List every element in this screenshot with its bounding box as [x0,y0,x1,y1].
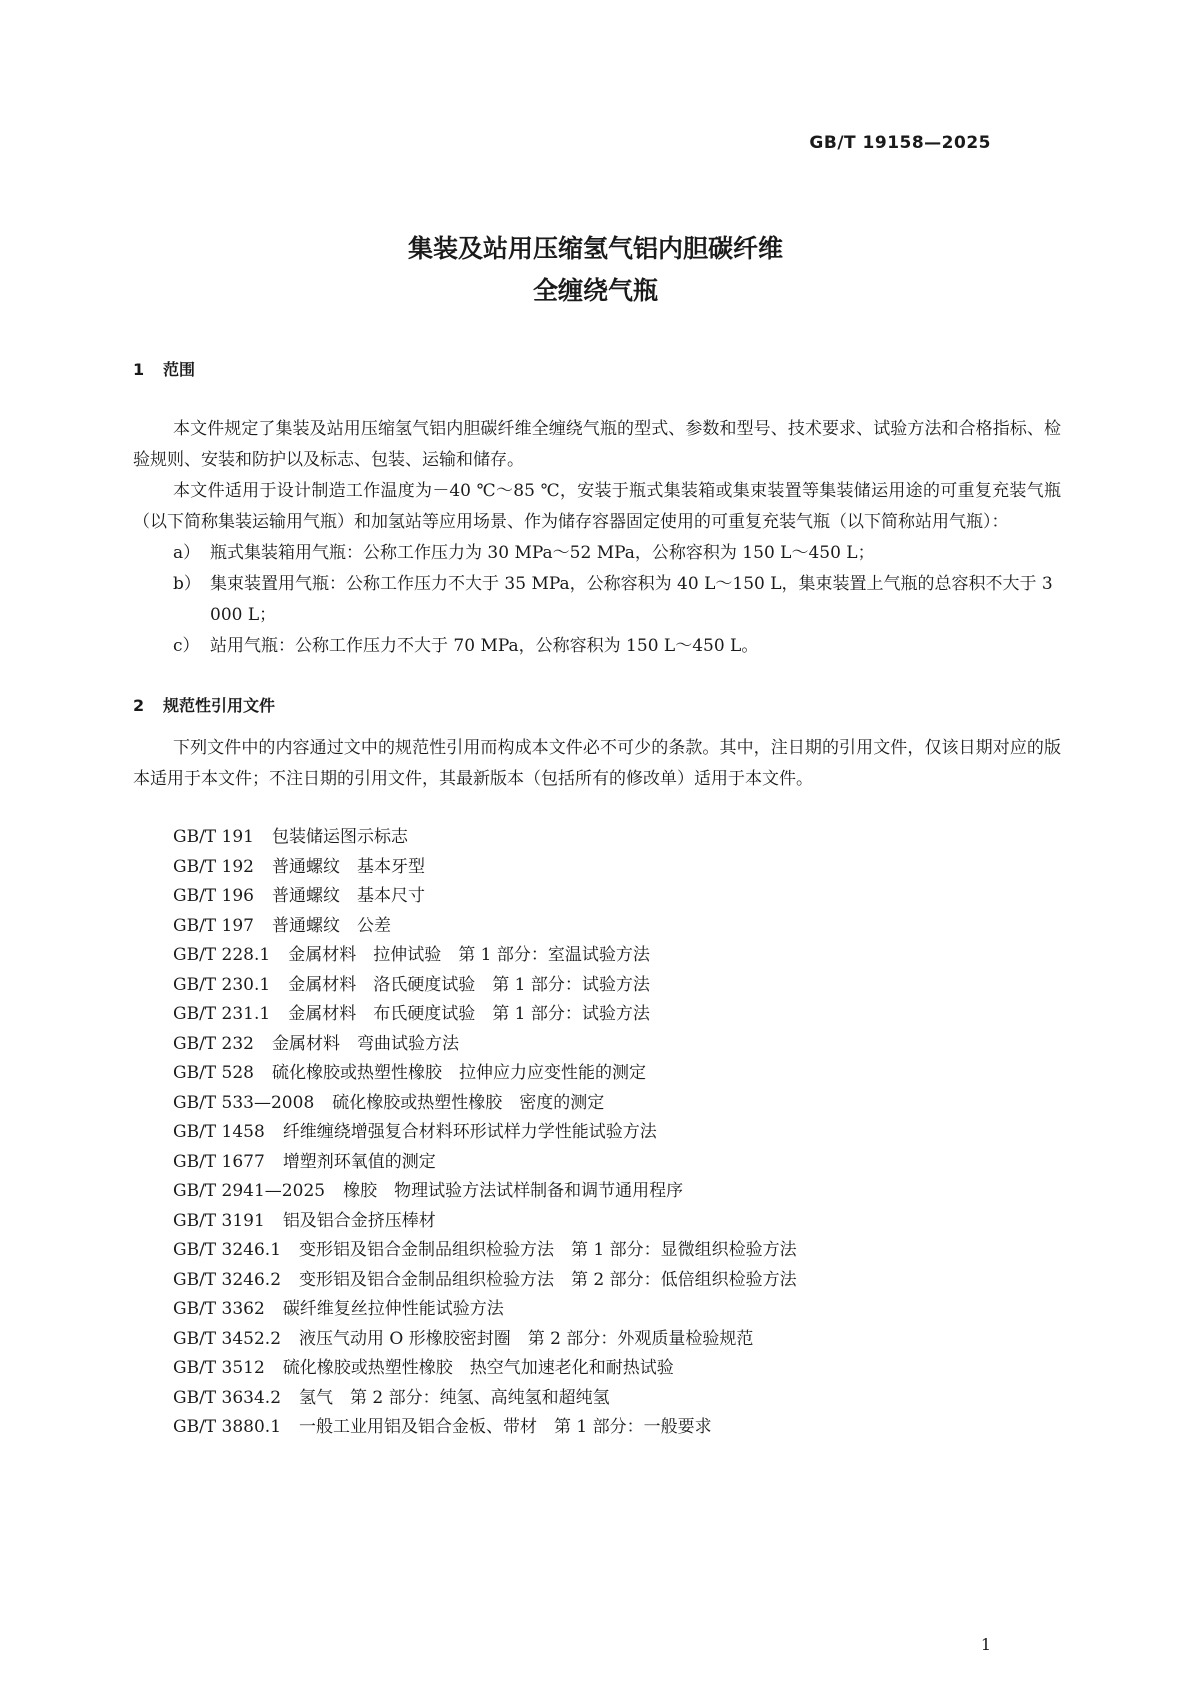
reference-title: 普通螺纹 基本尺寸 [272,886,425,906]
reference-title: 硫化橡胶或热塑性橡胶 拉伸应力应变性能的测定 [272,1063,646,1083]
reference-code: GB/T 1458 [173,1122,265,1142]
reference-code: GB/T 228.1 [173,945,271,965]
title-line-2: 全缠绕气瓶 [532,276,658,305]
reference-code: GB/T 3362 [173,1299,265,1319]
reference-title: 铝及铝合金挤压棒材 [282,1210,436,1231]
reference-code: GB/T 232 [173,1033,254,1054]
reference-title: 纤维缠绕增强复合材料环形试样力学性能试验方法 [282,1122,657,1142]
section-2-para-1: 下列文件中的内容通过文中的规范性引用而构成本文件必不可少的条款。其中，注日期的引用文件，仅该日期对应的版本适用于本文件；不注日期的引用文件，其最新版本（包括所有的修改单）适用于本文件。 [133,738,1061,789]
reference-title: 增塑剂环氧值的测定 [282,1151,436,1172]
reference-code: GB/T 533—2008 [173,1092,315,1113]
reference-code: GB/T 3880.1 [173,1417,282,1437]
reference-title: 金属材料 拉伸试验 第 1 部分：室温试验方法 [288,945,650,965]
reference-title: 金属材料 布氏硬度试验 第 1 部分：试验方法 [288,1004,650,1024]
reference-title: 橡胶 物理试验方法试样制备和调节通用程序 [343,1181,684,1201]
reference-item [173,1089,797,1119]
reference-title: 硫化橡胶或热塑性橡胶 密度的测定 [332,1092,605,1113]
reference-code: GB/T 191 [173,827,254,847]
reference-title: 变形铝及铝合金制品组织检验方法 第 1 部分：显微组织检验方法 [299,1240,797,1260]
section-2-body [133,733,1061,795]
reference-title: 金属材料 洛氏硬度试验 第 1 部分：试验方法 [288,974,650,995]
section-2-heading [133,690,275,721]
reference-item [173,1354,797,1384]
reference-code: GB/T 196 [173,886,254,906]
page-number: 1 [980,1635,991,1654]
list-item-a [133,538,1061,569]
reference-title: 液压气动用 O 形橡胶密封圈 第 2 部分：外观质量检验规范 [299,1328,754,1349]
list-item-text: 集束装置用气瓶：公称工作压力不大于 35 MPa，公称容积为 40 L～150 L，集束装置上气瓶的总容积不大于 3 000 L； [210,574,1053,625]
reference-code: GB/T 230.1 [173,974,271,995]
reference-title: 氢气 第 2 部分：纯氢、高纯氢和超纯氢 [299,1387,610,1408]
section-1-para-1: 本文件规定了集装及站用压缩氢气铝内胆碳纤维全缠绕气瓶的型式、参数和型号、技术要求、试验方法和合格指标、检验规则、安装和防护以及标志、包装、运输和储存。 [133,419,1061,470]
section-1-body [133,414,1061,662]
reference-item [173,1384,797,1414]
reference-item [173,941,797,971]
reference-item [173,1207,797,1237]
reference-item [173,912,797,942]
section-2-number: 2 [133,696,145,715]
reference-title: 普通螺纹 基本牙型 [272,856,425,877]
reference-item [173,1059,797,1089]
title-line-1: 集装及站用压缩氢气铝内胆碳纤维 [407,234,783,263]
reference-item [173,1295,797,1325]
reference-item [173,1177,797,1207]
section-1-title: 范围 [163,360,196,379]
section-2-title: 规范性引用文件 [163,696,276,715]
reference-code: GB/T 3634.2 [173,1387,282,1408]
reference-code: GB/T 3246.2 [173,1269,282,1290]
reference-item [173,1148,797,1178]
reference-code: GB/T 1677 [173,1151,265,1172]
reference-code: GB/T 197 [173,915,254,936]
reference-title: 变形铝及铝合金制品组织检验方法 第 2 部分：低倍组织检验方法 [299,1269,797,1290]
reference-item [173,971,797,1001]
reference-title: 普通螺纹 公差 [272,915,391,936]
reference-list [173,823,797,1443]
reference-code: GB/T 528 [173,1063,254,1083]
reference-title: 碳纤维复丝拉伸性能试验方法 [282,1299,504,1319]
list-item-mark: a） [173,543,201,563]
reference-item [173,1236,797,1266]
reference-item [173,1030,797,1060]
reference-item [173,853,797,883]
reference-item [173,823,797,853]
section-1-heading [133,354,195,385]
reference-code: GB/T 3512 [173,1358,265,1378]
list-item-mark: c） [173,636,200,656]
reference-item [173,1000,797,1030]
reference-code: GB/T 3452.2 [173,1328,282,1349]
reference-item [173,1325,797,1355]
reference-title: 一般工业用铝及铝合金板、带材 第 1 部分：一般要求 [299,1417,712,1437]
reference-item [173,1413,797,1443]
list-item-text: 瓶式集装箱用气瓶：公称工作压力为 30 MPa～52 MPa，公称容积为 150 L～450 L； [210,543,875,563]
reference-code: GB/T 3246.1 [173,1240,282,1260]
list-item-b [133,569,1061,631]
reference-title: 硫化橡胶或热塑性橡胶 热空气加速老化和耐热试验 [282,1358,674,1378]
reference-title: 包装储运图示标志 [272,827,408,847]
list-item-c [133,631,1061,662]
section-1-para-2: 本文件适用于设计制造工作温度为－40 ℃～85 ℃，安装于瓶式集装箱或集束装置等集装储运用途的可重复充装气瓶（以下简称集装运输用气瓶）和加氢站等应用场景、作为储存容器固定使用的可重复充装气瓶（以下简称站用气瓶）： [133,481,1061,532]
section-1-number: 1 [133,360,145,379]
list-item-text: 站用气瓶：公称工作压力不大于 70 MPa，公称容积为 150 L～450 L。 [210,636,759,656]
reference-item [173,882,797,912]
reference-item [173,1266,797,1296]
reference-code: GB/T 192 [173,856,254,877]
list-item-mark: b） [173,574,201,594]
reference-code: GB/T 231.1 [173,1004,271,1024]
document-title [0,228,1191,312]
standard-number: GB/T 19158—2025 [809,133,991,153]
reference-title: 金属材料 弯曲试验方法 [272,1033,459,1054]
reference-code: GB/T 3191 [173,1210,265,1231]
reference-code: GB/T 2941—2025 [173,1181,326,1201]
reference-item [173,1118,797,1148]
